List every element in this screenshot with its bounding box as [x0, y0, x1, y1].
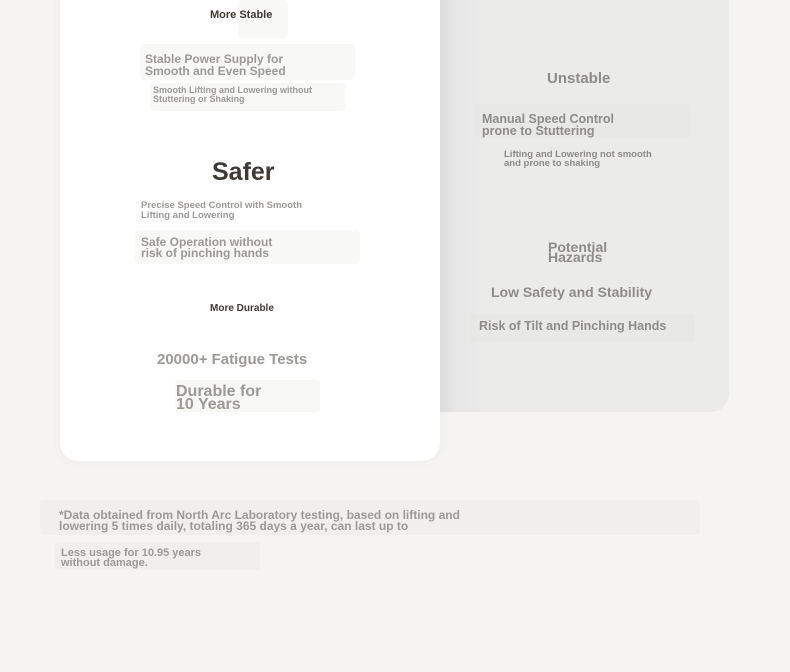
safer-heading: Safer: [212, 158, 275, 186]
unstable-heading: Unstable: [547, 70, 611, 87]
hazards-point-safety: Low Safety and Stability: [491, 284, 653, 300]
unstable-point-shaking: Lifting and Lowering not smooth and prone to shaking: [504, 149, 652, 170]
durable-point-fatigue: 20000+ Fatigue Tests: [157, 351, 308, 368]
stable-point-power: Stable Power Supply for Smooth and Even Speed: [145, 52, 286, 78]
hazards-point-tilt: Risk of Tilt and Pinching Hands: [479, 319, 667, 333]
safer-point-pinch: Safe Operation without risk of pinching hands: [141, 235, 273, 261]
footnote-source: *Data obtained from North Arc Laboratory testing, based on lifting and lowering 5 times daily, totaling 365 days a year, can last up to: [59, 508, 460, 534]
stable-heading: More Stable: [210, 9, 273, 21]
footnote-usage: Less usage for 10.95 years without damage.: [61, 547, 202, 570]
hazards-heading: Potential Hazards: [548, 239, 608, 266]
unstable-point-manual: Manual Speed Control prone to Stuttering: [482, 112, 614, 138]
durable-heading: More Durable: [210, 303, 274, 314]
disadvantages-card: [440, 0, 729, 412]
stable-point-smooth: Smooth Lifting and Lowering without Stuttering or Shaking: [153, 85, 312, 104]
safer-point-speed: Precise Speed Control with Smooth Lifting and Lowering: [141, 200, 302, 221]
durable-point-years: Durable for 10 Years: [176, 383, 262, 413]
